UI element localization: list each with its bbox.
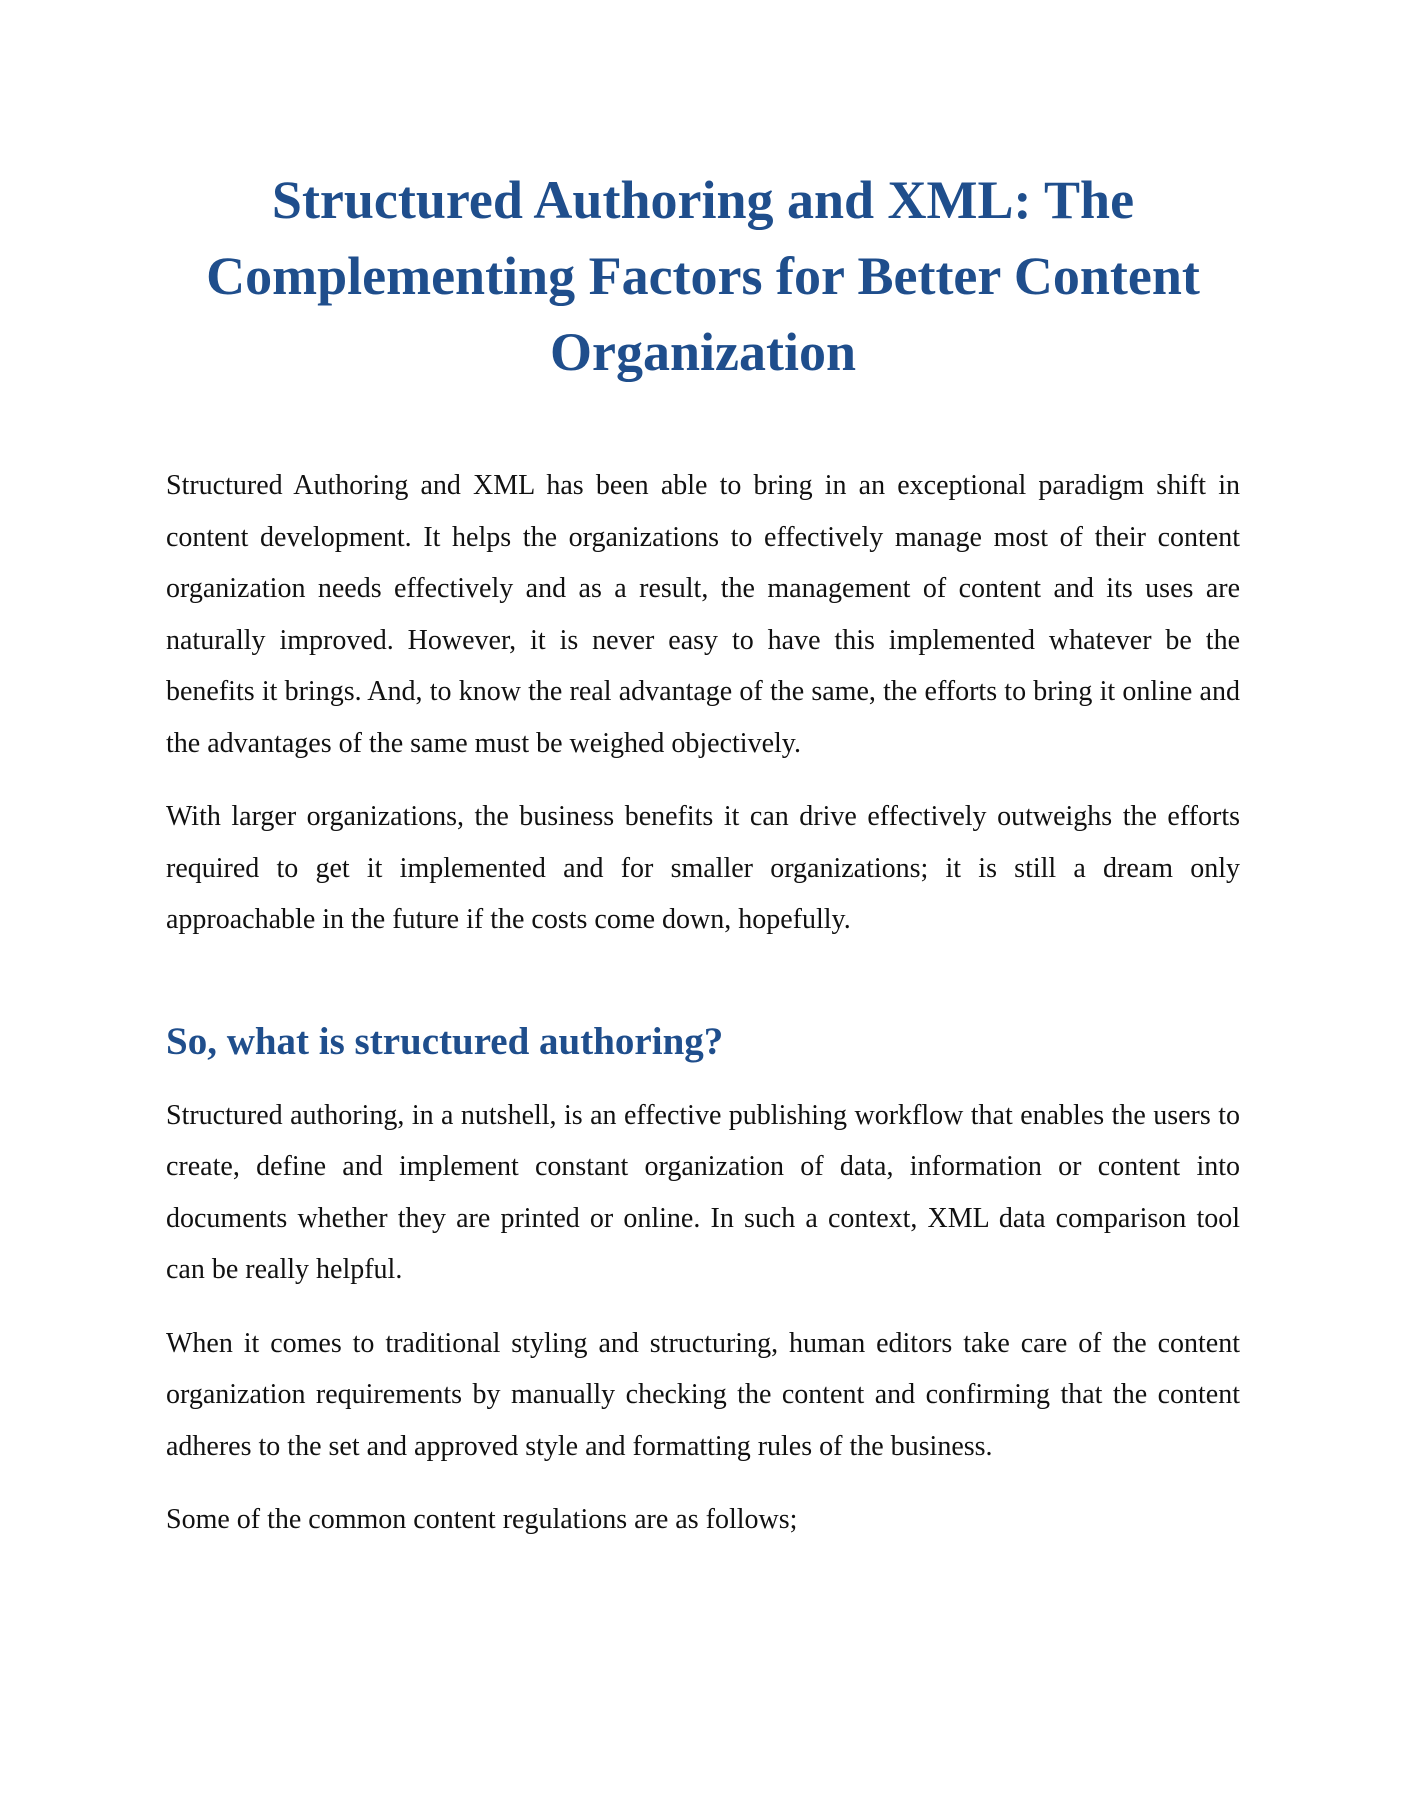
section-heading: So, what is structured authoring? xyxy=(166,1019,724,1063)
section-paragraph-2: When it comes to traditional styling and structuring, human editors take care of the content organization requirements by manually checking the content and confirming that the content adheres to the set and approved style and formatting rules of the business. xyxy=(166,1327,1240,1462)
document-title: Structured Authoring and XML: The Complementing Factors for Better Content Organization xyxy=(206,170,1200,382)
section-paragraph-1: Structured authoring, in a nutshell, is an effective publishing workflow that enables the users to create, define and implement constant organization of data, information or content into documents whether they are printed or online. In such a context, XML data comparison tool can be really helpful. xyxy=(166,1099,1240,1285)
intro-paragraph-2: With larger organizations, the business benefits it can drive effectively outweighs the efforts required to get it implemented and for smaller organizations; it is still a dream only approachable in the future if the costs come down, hopefully. xyxy=(166,801,1240,935)
section-paragraph-3: Some of the common content regulations are as follows; xyxy=(166,1504,798,1535)
intro-paragraph-1: Structured Authoring and XML has been able to bring in an exceptional paradigm shift in content development. It helps the organizations to effectively manage most of their content organization needs effectively and as a result, the management of content and its uses are naturally improved. However, it is never easy to have this implemented whatever be the benefits it brings. And, to know the real advantage of the same, the efforts to bring it online and the advantages of the same must be weighed objectively. xyxy=(166,470,1240,759)
document-body xyxy=(166,460,1240,1568)
